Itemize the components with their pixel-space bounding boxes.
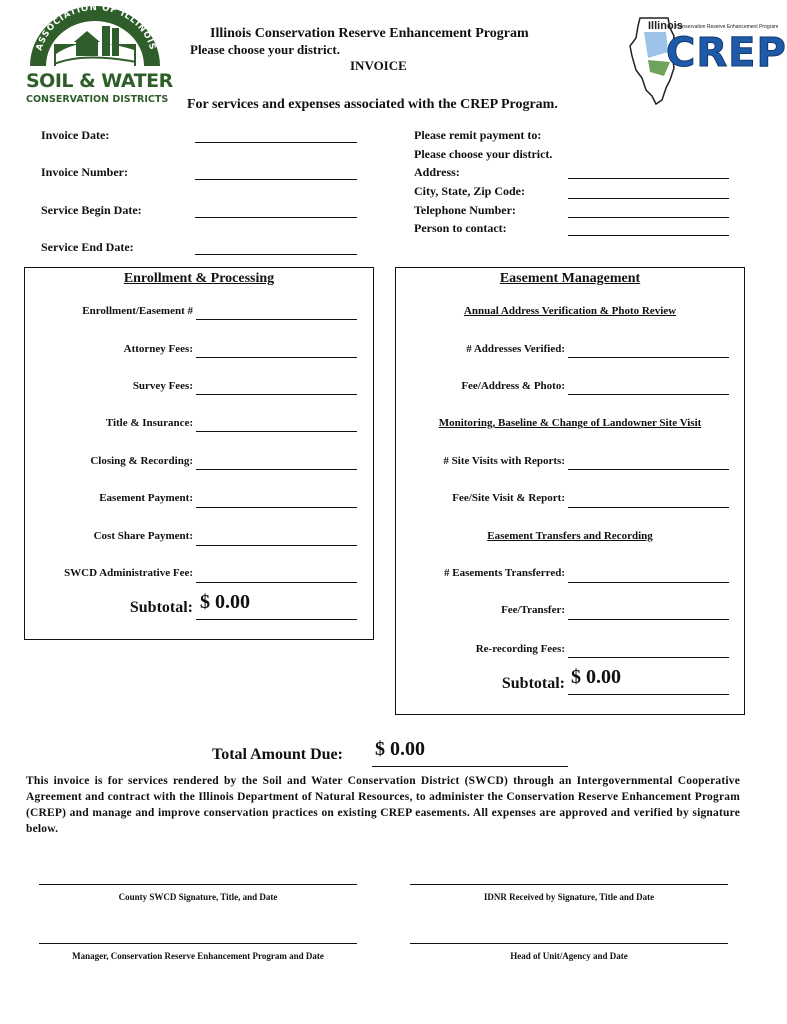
invoice-date-label: Invoice Date: xyxy=(41,128,110,142)
enrollment-box xyxy=(24,267,374,640)
rerecording-fees-label: Re-recording Fees: xyxy=(475,643,565,655)
total-line xyxy=(372,766,568,767)
total-label: Total Amount Due: xyxy=(212,746,343,763)
disclaimer-text: This invoice is for services rendered by the Soil and Water Conservation District (SWCD) through an Intergovernmental Cooperative Agreement and contract with the Illinois Department of Natural Resources, to administer the Conservation Reserve Enhancement Program (CREP) and manage and improve conservation practices on existing CREP easements. All expenses are approved and verified by signature below. xyxy=(26,775,740,835)
enrollment-field[interactable] xyxy=(196,319,357,320)
sig1-line[interactable] xyxy=(39,884,357,885)
enrollment-subtotal-value[interactable]: $ 0.00 xyxy=(200,591,250,613)
easement-subtotal-label: Subtotal: xyxy=(501,675,565,692)
title-insurance-field[interactable] xyxy=(196,431,357,432)
invoice-number-field[interactable] xyxy=(195,179,357,180)
remit-phone-field[interactable] xyxy=(568,217,729,218)
total-value[interactable]: $ 0.00 xyxy=(375,738,425,760)
enrollment-label: Enrollment/Easement # xyxy=(82,305,193,317)
survey-fees-label: Survey Fees: xyxy=(132,380,193,392)
site-visits-label: # Site Visits with Reports: xyxy=(443,455,565,467)
remit-contact-label: Person to contact: xyxy=(414,221,507,235)
remit-heading: Please remit payment to: xyxy=(414,128,542,142)
swcd-admin-fee-label: SWCD Administrative Fee: xyxy=(64,567,193,579)
cost-share-label: Cost Share Payment: xyxy=(93,530,193,542)
swcd-admin-fee-field[interactable] xyxy=(196,582,357,583)
enrollment-title: Enrollment & Processing xyxy=(123,271,275,286)
easements-transferred-label: # Easements Transferred: xyxy=(444,567,565,579)
sig1-label: County SWCD Signature, Title, and Date xyxy=(118,892,278,902)
easements-transferred-field[interactable] xyxy=(568,582,729,583)
service-end-field[interactable] xyxy=(195,254,357,255)
page-title: Illinois Conservation Reserve Enhancement Program xyxy=(210,26,529,41)
attorney-fees-field[interactable] xyxy=(196,357,357,358)
site-visits-field[interactable] xyxy=(568,469,729,470)
swcd-logo-graphic xyxy=(24,4,173,108)
logo-sub-text: CONSERVATION DISTRICTS xyxy=(26,94,169,105)
sig2-label: IDNR Received by Signature, Title and Date xyxy=(483,892,655,902)
fee-transfer-field[interactable] xyxy=(568,619,729,620)
easement-subtotal-line xyxy=(568,694,729,695)
invoice-number-label: Invoice Number: xyxy=(41,165,128,179)
remit-contact-field[interactable] xyxy=(568,235,729,236)
sig3-line[interactable] xyxy=(39,943,357,944)
addresses-verified-label: # Addresses Verified: xyxy=(466,343,565,355)
remit-address-label: Address: xyxy=(414,165,460,179)
survey-fees-field[interactable] xyxy=(196,394,357,395)
easement-title: Easement Management xyxy=(499,271,641,286)
invoice-date-field[interactable] xyxy=(195,142,357,143)
fee-transfer-label: Fee/Transfer: xyxy=(501,604,565,616)
header-district[interactable]: Please choose your district. xyxy=(190,42,340,57)
service-end-label: Service End Date: xyxy=(41,240,134,254)
closing-recording-label: Closing & Recording: xyxy=(90,455,193,467)
rerecording-fees-field[interactable] xyxy=(568,657,729,658)
fee-site-visit-label: Fee/Site Visit & Report: xyxy=(452,492,565,504)
easement-payment-label: Easement Payment: xyxy=(99,492,193,504)
easement-subtotal-value[interactable]: $ 0.00 xyxy=(571,666,621,688)
invoice-heading: INVOICE xyxy=(350,58,407,73)
fee-address-field[interactable] xyxy=(568,394,729,395)
enrollment-subtotal-line xyxy=(196,619,357,620)
section-address-verification: Annual Address Verification & Photo Review xyxy=(463,305,677,317)
remit-address-field[interactable] xyxy=(568,178,729,179)
sig3-label: Manager, Conservation Reserve Enhancement Program and Date xyxy=(72,951,324,961)
attorney-fees-label: Attorney Fees: xyxy=(123,343,193,355)
section-transfers: Easement Transfers and Recording xyxy=(487,530,653,542)
addresses-verified-field[interactable] xyxy=(568,357,729,358)
remit-city-label: City, State, Zip Code: xyxy=(414,184,525,198)
page-subtitle: For services and expenses associated with the CREP Program. xyxy=(187,97,558,112)
section-monitoring: Monitoring, Baseline & Change of Landowner Site Visit xyxy=(438,417,702,429)
service-begin-field[interactable] xyxy=(195,217,357,218)
service-begin-label: Service Begin Date: xyxy=(41,203,142,217)
crep-logo-state: Illinois xyxy=(648,20,683,32)
fee-site-visit-field[interactable] xyxy=(568,507,729,508)
sig4-label: Head of Unit/Agency and Date xyxy=(510,951,628,961)
sig2-line[interactable] xyxy=(410,884,728,885)
fee-address-label: Fee/Address & Photo: xyxy=(461,380,565,392)
crep-logo-tagline: Conservation Reserve Enhancement Program xyxy=(676,24,779,30)
remit-district[interactable]: Please choose your district. xyxy=(414,147,553,161)
enrollment-subtotal-label: Subtotal: xyxy=(129,599,193,616)
easement-payment-field[interactable] xyxy=(196,507,357,508)
cost-share-field[interactable] xyxy=(196,545,357,546)
remit-phone-label: Telephone Number: xyxy=(414,203,516,217)
crep-logo xyxy=(626,12,787,106)
title-insurance-label: Title & Insurance: xyxy=(105,417,193,429)
swcd-logo xyxy=(24,4,173,108)
crep-logo-word: CREP xyxy=(666,30,787,76)
logo-arc-text: ASSOCIATION OF ILLINOIS xyxy=(34,4,158,52)
logo-main-text: SOIL & WATER xyxy=(26,70,173,92)
remit-city-field[interactable] xyxy=(568,198,729,199)
sig4-line[interactable] xyxy=(410,943,728,944)
closing-recording-field[interactable] xyxy=(196,469,357,470)
